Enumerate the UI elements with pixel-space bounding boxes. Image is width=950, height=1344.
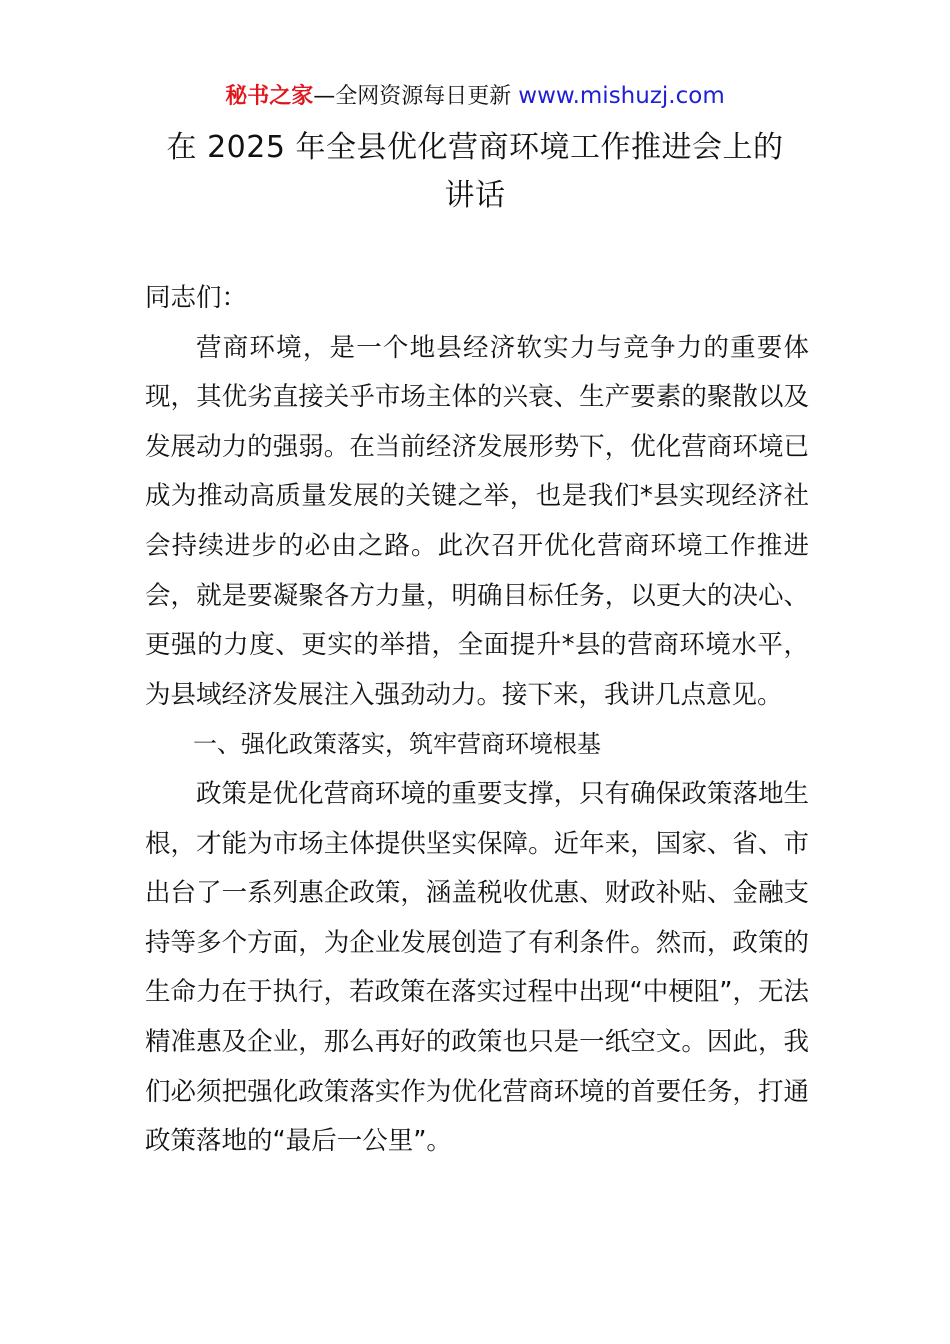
section-heading-1: 一、强化政策落实，筑牢营商环境根基 [193,730,601,759]
title-line-2: 讲话 [444,178,506,213]
site-url-link[interactable]: www.mishuzj.com [518,83,725,109]
title-line-1: 在 2025 年全县优化营商环境工作推进会上的 [166,130,784,165]
document-title [150,124,800,220]
paragraph-policy: 政策是优化营商环境的重要支撑，只有确保政策落地生根，才能为市场主体提供坚实保障。近年来，国家、省、市出台了一系列惠企政策，涵盖税收优惠、财政补贴、金融支持等多个方面，为企业发展创造了有利条件。然而，政策的生命力在于执行，若政策在落实过程中出现“中梗阻”，无法精准惠及企业，那么再好的政策也只是一纸空文。因此，我们必须把强化政策落实作为优化营商环境的首要任务，打通政策落地的“最后一公里”。 [145,778,809,1157]
document-body [145,274,809,1167]
header-tagline: —全网资源每日更新 [313,84,519,109]
salutation: 同志们： [145,283,248,313]
paragraph-intro: 营商环境，是一个地县经济软实力与竞争力的重要体现，其优劣直接关乎市场主体的兴衰、生产要素的聚散以及发展动力的强弱。在当前经济发展形势下，优化营商环境已成为推动高质量发展的关键之举，也是我们*县实现经济社会持续进步的必由之路。此次召开优化营商环境工作推进会，就是要凝聚各方力量，明确目标任务，以更大的决心、更强的力度、更实的举措，全面提升*县的营商环境水平，为县域经济发展注入强劲动力。接下来，我讲几点意见。 [145,332,809,710]
brand-name: 秘书之家 [225,84,314,109]
site-header [0,80,950,113]
